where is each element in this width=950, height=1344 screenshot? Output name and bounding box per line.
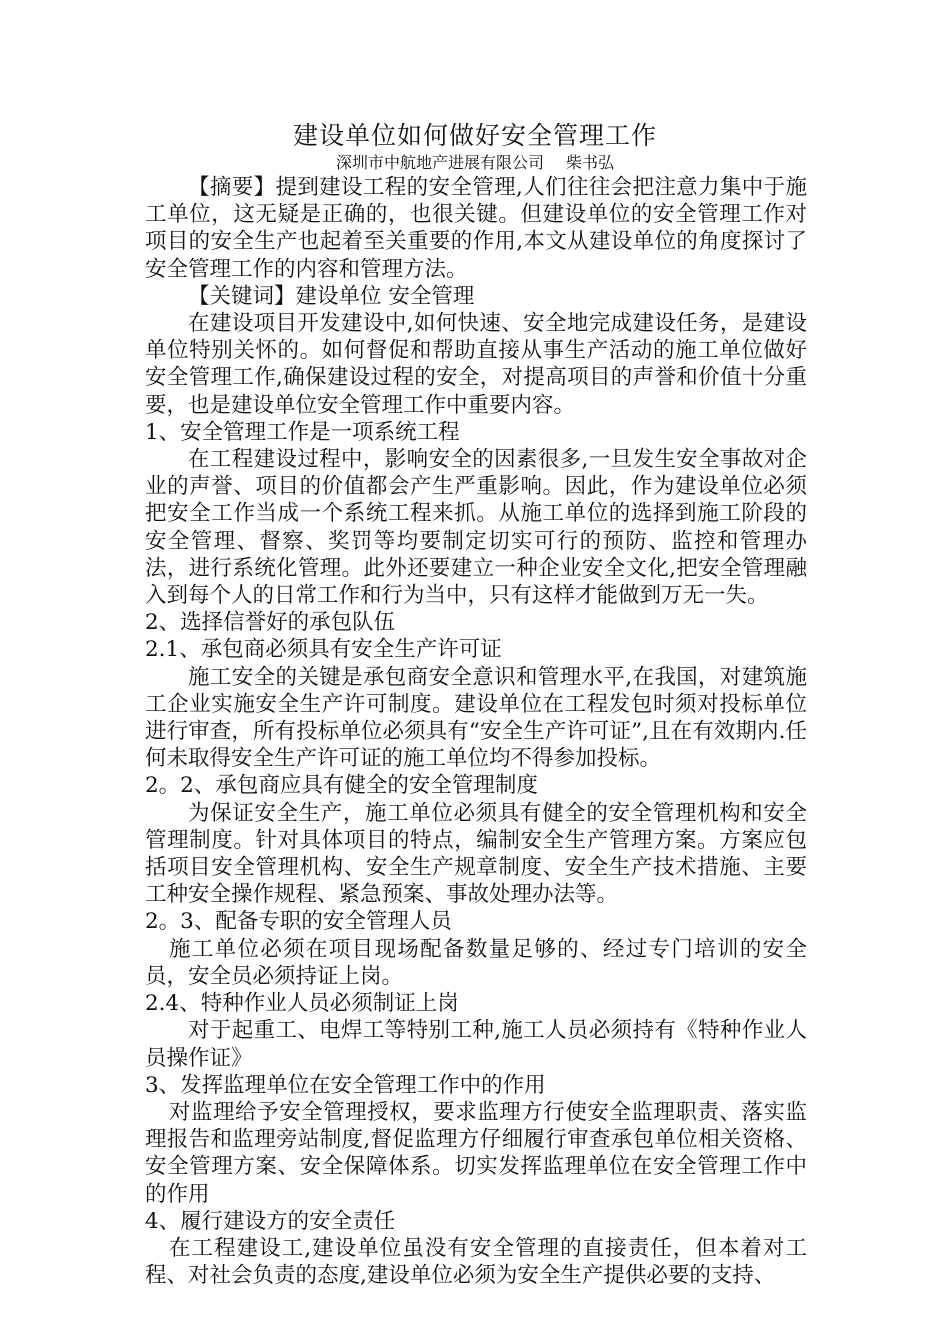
section-2-3-heading: 2。3、配备专职的安全管理人员 <box>145 909 452 935</box>
abstract-paragraph: 【摘要】提到建设工程的安全管理,人们往往会把注意力集中于施工单位，这无疑是正确的，也很关键。但建设单位的安全管理工作对项目的安全生产也起着至关重要的作用,本文从建设单位的角度探讨了安全管理工作的内容和管理方法。 <box>145 175 807 282</box>
section-2-1-paragraph: 施工安全的关键是承包商安全意识和管理水平,在我国，对建筑施工企业实施安全生产许可制度。建设单位在工程发包时须对投标单位进行审查，所有投标单位必须具有“安全生产许可证”,且在有效期内.任何未取得安全生产许可证的施工单位均不得参加投标。 <box>145 664 807 772</box>
document-body <box>145 174 807 1289</box>
section-2-2-paragraph: 为保证安全生产，施工单位必须具有健全的安全管理机构和安全管理制度。针对具体项目的特点，编制安全生产管理方案。方案应包括项目安全管理机构、安全生产规章制度、安全生产技术措施、主要工种安全操作规程、紧急预案、事故处理办法等。 <box>145 800 807 908</box>
section-4-paragraph: 在工程建设工,建设单位虽没有安全管理的直接责任，但本着对工程、对社会负责的态度,建设单位必须为安全生产提供必要的支持、 <box>145 1235 807 1289</box>
author-line <box>0 152 950 174</box>
section-2-4-paragraph: 对于起重工、电焊工等特别工种,施工人员必须持有《特种作业人员操作证》 <box>145 1018 807 1071</box>
section-2-2-heading: 2。2、承包商应具有健全的安全管理制度 <box>145 773 538 799</box>
section-3-paragraph: 对监理给予安全管理授权，要求监理方行使安全监理职责、落实监理报告和监理旁站制度,督促监理方仔细履行审查承包单位相关资格、安全管理方案、安全保障体系。切实发挥监理单位在安全管理工作中的作用 <box>145 1099 807 1207</box>
keywords-paragraph: 【关键词】建设单位 安全管理 <box>188 283 475 309</box>
section-2-4-heading: 2.4、特种作业人员必须制证上岗 <box>145 991 459 1017</box>
document-title: 建设单位如何做好安全管理工作 <box>292 121 657 150</box>
section-4-heading: 4、履行建设方的安全责任 <box>145 1208 396 1234</box>
author-organization: 深圳市中航地产进展有限公司 <box>335 153 544 172</box>
section-2-1-heading: 2.1、承包商必须具有安全生产许可证 <box>145 637 502 663</box>
section-1-paragraph: 在工程建设过程中，影响安全的因素很多,一旦发生安全事故对企业的声誉、项目的价值都会产生严重影响。因此，作为建设单位必须把安全工作当成一个系统工程来抓。从施工单位的选择到施工阶段的安全管理、督察、奖罚等均要制定切实可行的预防、监控和管理办法，进行系统化管理。此外还要建立一种企业安全文化,把安全管理融入到每个人的日常工作和行为当中，只有这样才能做到万无一失。 <box>145 447 807 609</box>
section-1-heading: 1、安全管理工作是一项系统工程 <box>145 419 460 445</box>
intro-paragraph: 在建设项目开发建设中,如何快速、安全地完成建设任务，是建设单位特别关怀的。如何督促和帮助直接从事生产活动的施工单位做好安全管理工作,确保建设过程的安全，对提高项目的声誉和价值十分重要，也是建设单位安全管理工作中重要内容。 <box>145 311 807 418</box>
section-3-heading: 3、发挥监理单位在安全管理工作中的作用 <box>145 1072 546 1098</box>
section-2-3-paragraph: 施工单位必须在项目现场配备数量足够的、经过专门培训的安全员，安全员必须持证上岗。 <box>145 936 807 989</box>
section-2-heading: 2、选择信誉好的承包队伍 <box>145 610 396 636</box>
author-name: 柴书弘 <box>566 153 615 172</box>
